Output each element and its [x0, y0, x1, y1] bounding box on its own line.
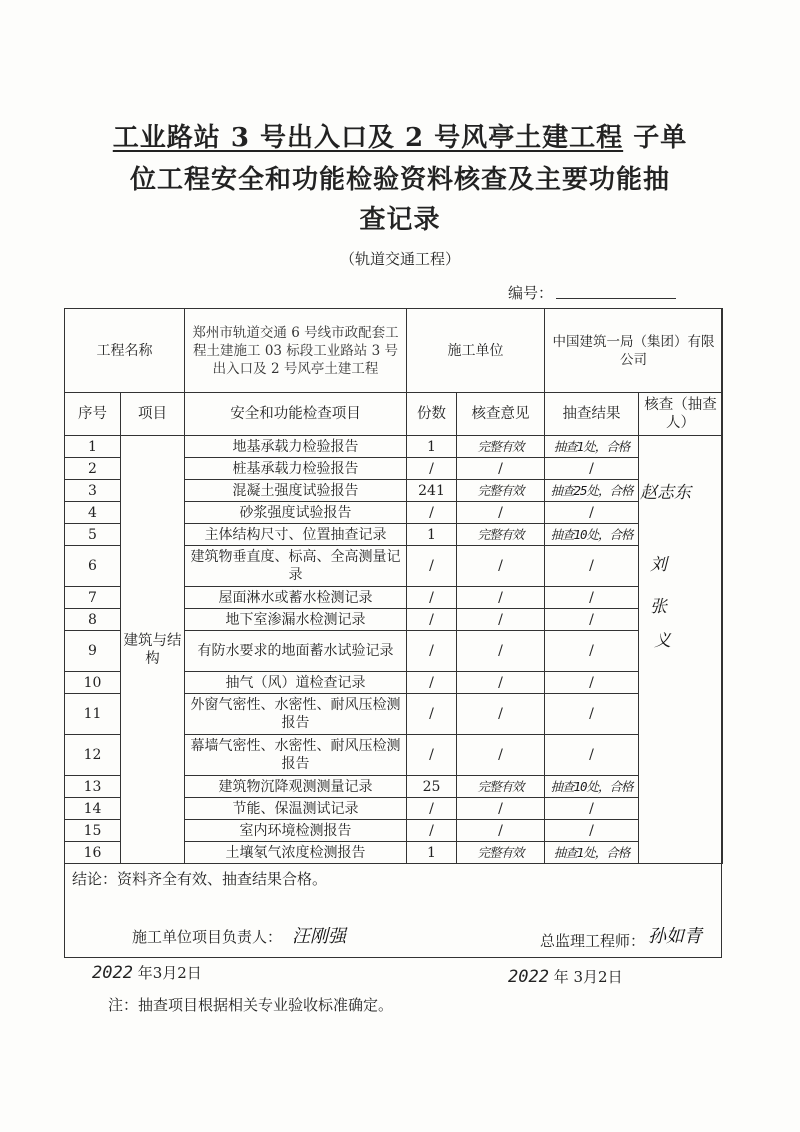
contractor-date: 2022 年3月2日 — [92, 963, 202, 983]
col-seq: 序号 — [65, 393, 121, 436]
check-item-name: 有防水要求的地面蓄水试验记录 — [185, 631, 407, 672]
row-number: 3 — [65, 480, 121, 502]
col-spot-check-result: 抽查结果 — [545, 393, 639, 436]
row-number: 6 — [65, 546, 121, 587]
review-opinion: / — [457, 458, 545, 480]
copies-count: / — [407, 735, 457, 776]
check-item-name: 混凝土强度试验报告 — [185, 480, 407, 502]
copies-count: 241 — [407, 480, 457, 502]
chief-supervisor-label: 总监理工程师： — [540, 932, 646, 950]
column-header-row — [65, 393, 723, 436]
spot-check-result: / — [545, 820, 639, 842]
col-check-item: 安全和功能检查项目 — [185, 393, 407, 436]
table-row — [65, 436, 723, 458]
check-item-name: 幕墙气密性、水密性、耐风压检测报告 — [185, 735, 407, 776]
copies-count: / — [407, 820, 457, 842]
conclusion-text: 结论：资料齐全有效、抽查结果合格。 — [72, 870, 328, 888]
spot-check-result: / — [545, 546, 639, 587]
col-review-opinion: 核查意见 — [457, 393, 545, 436]
review-opinion: 完整有效 — [457, 436, 545, 458]
copies-count: 25 — [407, 776, 457, 798]
copies-count: / — [407, 694, 457, 735]
copies-count: / — [407, 546, 457, 587]
row-number: 8 — [65, 609, 121, 631]
header-row — [65, 309, 723, 393]
copies-count: / — [407, 587, 457, 609]
inspector-signature-4: 义 — [654, 631, 671, 651]
review-opinion: / — [457, 694, 545, 735]
contractor-value: 中国建筑一局（集团）有限公司 — [545, 309, 723, 393]
document-title-line2: 位工程安全和功能检验资料核查及主要功能抽 — [129, 165, 670, 195]
check-item-name: 桩基承载力检验报告 — [185, 458, 407, 480]
check-item-name: 土壤氡气浓度检测报告 — [185, 842, 407, 864]
supervisor-date: 2022 年 3月2日 — [508, 967, 623, 987]
copies-count: / — [407, 672, 457, 694]
copies-count: / — [407, 609, 457, 631]
check-item-name: 抽气（风）道检查记录 — [185, 672, 407, 694]
row-number: 9 — [65, 631, 121, 672]
review-opinion: / — [457, 735, 545, 776]
inspector-signature-1: 赵志东 — [640, 483, 691, 503]
spot-check-result: 抽查10处，合格 — [545, 524, 639, 546]
check-item-name: 主体结构尺寸、位置抽查记录 — [185, 524, 407, 546]
copies-count: / — [407, 458, 457, 480]
review-opinion: / — [457, 609, 545, 631]
inspection-table — [64, 308, 723, 864]
check-item-name: 室内环境检测报告 — [185, 820, 407, 842]
spot-check-result: / — [545, 609, 639, 631]
check-item-name: 屋面淋水或蓄水检测记录 — [185, 587, 407, 609]
spot-check-result: 抽查25处，合格 — [545, 480, 639, 502]
project-name-label: 工程名称 — [65, 309, 185, 393]
review-opinion: / — [457, 546, 545, 587]
col-copies: 份数 — [407, 393, 457, 436]
project-title-underlined: 工业路站 3 号出入口及 2 号风亭土建工程 — [112, 123, 624, 153]
copies-count: / — [407, 631, 457, 672]
check-item-name: 建筑物沉降观测测量记录 — [185, 776, 407, 798]
review-opinion: / — [457, 798, 545, 820]
inspector-signature-3: 张 — [650, 597, 667, 617]
spot-check-result: / — [545, 672, 639, 694]
category-cell: 建筑与结构 — [121, 436, 185, 864]
spot-check-result: / — [545, 458, 639, 480]
row-number: 12 — [65, 735, 121, 776]
check-item-name: 地基承载力检验报告 — [185, 436, 407, 458]
copies-count: 1 — [407, 436, 457, 458]
spot-check-result: / — [545, 735, 639, 776]
document-title-line3: 查记录 — [359, 205, 441, 235]
document-subtitle: （轨道交通工程） — [339, 250, 460, 268]
review-opinion: 完整有效 — [457, 842, 545, 864]
row-number: 14 — [65, 798, 121, 820]
code-blank-line — [556, 298, 676, 299]
check-item-name: 外窗气密性、水密性、耐风压检测报告 — [185, 694, 407, 735]
project-name-value: 郑州市轨道交通 6 号线市政配套工程土建施工 03 标段工业路站 3 号出入口及 2 号风亭土建工程 — [185, 309, 407, 393]
review-opinion: 完整有效 — [457, 480, 545, 502]
spot-check-result: 抽查10处，合格 — [545, 776, 639, 798]
review-opinion: / — [457, 502, 545, 524]
contractor-manager-label: 施工单位项目负责人： — [132, 928, 283, 946]
document-title-line1: 工业路站 3 号出入口及 2 号风亭土建工程 子单 — [112, 123, 688, 153]
spot-check-result: 抽查1处，合格 — [545, 842, 639, 864]
review-opinion: 完整有效 — [457, 524, 545, 546]
col-item: 项目 — [121, 393, 185, 436]
contractor-label: 施工单位 — [407, 309, 545, 393]
review-opinion: / — [457, 587, 545, 609]
review-opinion: / — [457, 672, 545, 694]
check-item-name: 节能、保温测试记录 — [185, 798, 407, 820]
spot-check-result: / — [545, 631, 639, 672]
chief-supervisor-signature: 孙如青 — [648, 926, 702, 947]
row-number: 2 — [65, 458, 121, 480]
row-number: 10 — [65, 672, 121, 694]
row-number: 1 — [65, 436, 121, 458]
review-opinion: 完整有效 — [457, 776, 545, 798]
contractor-date-year: 2022 — [92, 963, 133, 983]
spot-check-result: 抽查1处，合格 — [545, 436, 639, 458]
review-opinion: / — [457, 631, 545, 672]
spot-check-result: / — [545, 587, 639, 609]
copies-count: 1 — [407, 842, 457, 864]
contractor-manager-signature: 汪刚强 — [292, 926, 346, 947]
spot-check-result: / — [545, 502, 639, 524]
copies-count: / — [407, 798, 457, 820]
row-number: 11 — [65, 694, 121, 735]
row-number: 16 — [65, 842, 121, 864]
copies-count: / — [407, 502, 457, 524]
check-item-name: 地下室渗漏水检测记录 — [185, 609, 407, 631]
check-item-name: 建筑物垂直度、标高、全高测量记录 — [185, 546, 407, 587]
supervisor-date-year: 2022 — [508, 967, 549, 987]
spot-check-result: / — [545, 694, 639, 735]
code-label: 编号： — [508, 284, 554, 302]
row-number: 13 — [65, 776, 121, 798]
footnote: 注：抽查项目根据相关专业验收标准确定。 — [108, 996, 394, 1014]
row-number: 7 — [65, 587, 121, 609]
check-item-name: 砂浆强度试验报告 — [185, 502, 407, 524]
spot-check-result: / — [545, 798, 639, 820]
row-number: 5 — [65, 524, 121, 546]
row-number: 15 — [65, 820, 121, 842]
copies-count: 1 — [407, 524, 457, 546]
row-number: 4 — [65, 502, 121, 524]
col-reviewer: 核查（抽查人） — [639, 393, 723, 436]
inspector-signature-2: 刘 — [650, 555, 667, 575]
review-opinion: / — [457, 820, 545, 842]
